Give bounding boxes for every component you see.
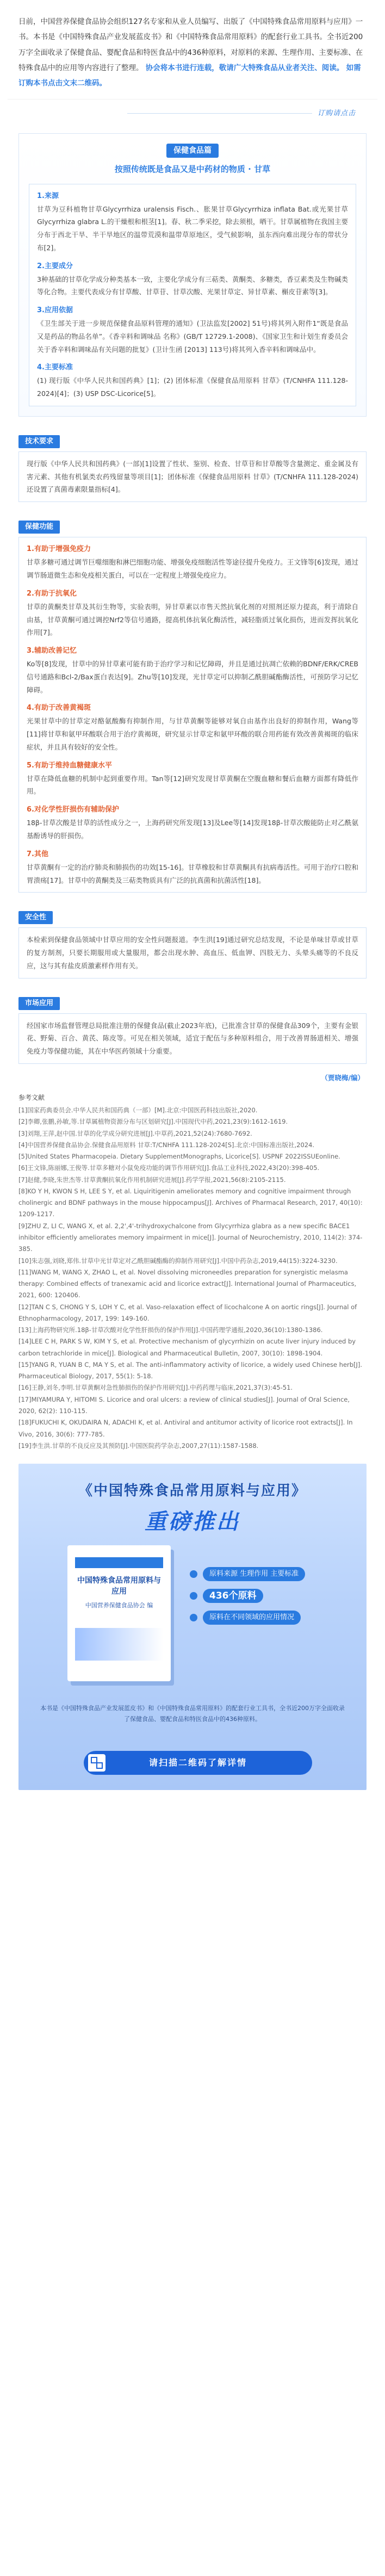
ad-note: 本书是《中国特殊食品产业发展蓝皮书》和《中国特殊食品常用原料》的配套行业工具书，全书近200万字全面收录了保健食品、婴配食品和特医食品中的436种原料。 [40,1705,345,1723]
intro-paragraph [8,0,377,100]
ad-feature-label: 原料在不同领域的应用情况 [203,1611,301,1625]
ad-feature [190,1611,353,1625]
other-text: 甘草黄酮有一定的治疗肺炎和肺损伤的功效[15-16]。甘草橡胶和甘草黄酮具有抗病毒活性。可用于治疗口腔和胃溃疡[17]。甘草中的黄酮类及三萜类物质具有广泛的抗真菌和抗菌活性[18]。 [27,863,358,884]
subscribe-divider [127,113,312,114]
reference-item: [17]MIYAMURA Y, HITOMI S. Licorice and oral ulcers: a review of clinical studies[J]. Journal of Oral Science, 2020, 62(2): 110-115. [18,1395,350,1415]
immunity-heading: 1.有助于增强免疫力 [27,545,91,554]
ad-feature [190,1589,353,1603]
reference-item: [15]YANG R, YUAN B C, MA Y S, et al. The anti-inflammatory activity of licorice, a widely used Chinese herb[J]. Pharmaceutical Biology, 2017, 55(1): 5-18. [18,1360,363,1380]
melasma-heading: 4.有助于改善黄褐斑 [27,704,91,713]
order-link-text[interactable]: 如需订购本书点击文末二维码。 [18,64,361,88]
components-heading: 2.主要成分 [37,262,73,270]
safety-heading: 安全性 [18,911,53,924]
reference-item: [9]ZHU Z, LI C, WANG X, et al. 2,2',4'-trihydroxychalcone from Glycyrrhiza glabra as a new specific BACE1 inhibitor efficiently ameliorates memory impairment in mice[J]. Journal of Neurochemistry, 2010, 114(2): 374-385. [18,1222,363,1253]
liver-heading: 6.对化学性肝损伤有辅助保护 [27,806,119,814]
article-title: 按照传统既是食品又是中药材的物质 · 甘草 [114,164,271,174]
antioxidant-text: 甘草的黄酮类甘草及其衍生物等，实验表明，异甘草素以市售天然抗氧化剂的对照剂还原力提高，利于清除自由基，甘草黄酮可通过调控Nrf2等信号通路，提高机体抗氧化酶活性，减轻脂质过氧化损伤，进而发挥抗氧化作用[7]。 [27,602,358,637]
standards-heading: 4.主要标准 [37,363,73,372]
author-credit: （贾晓梅/编） [321,1073,364,1082]
intro-highlight: 协会将本书进行连载，敬请广大特殊食品从业者关注、阅读。 [145,64,344,73]
ad-feature [190,1567,353,1581]
category-tag: 保健食品篇 [166,144,219,158]
melasma-text: 光果甘草中的甘草定对酪氨酸酶有抑制作用，与甘草黄酮等能够对氧自由基作出良好的抑制作用，Wang等[11]将甘草和氨甲环酸联合用于治疗黄褐斑，研究显示甘草定和氨甲环酸的联合用药能有效改善黄褐斑的临床症状，并且具有较好的安全性。 [27,717,358,751]
memory-text: Ko等[8]发现，甘草中的异甘草素可能有助于治疗学习和记忆障碍，并且是通过抗凋亡依赖的BDNF/ERK/CREB信号通路和Bcl-2/Bax蛋白表达[9]。Zhu等[10]发现，光甘草定可以抑制乙酰胆碱酯酶活性，可预防学习记忆障碍。 [27,660,358,694]
market-text: 经国家市场监督管理总局批准注册的保健食品(截止2023年底)，已批准含甘草的保健食品309个，主要有金银花、野菊、百合、黄芪、陈皮等。可见在相关领域，适宜于配伍与多种原料组合，用于改善胃肠道相关、增强免疫力等保健功能，其在中华医药领域十分重要。 [27,1021,358,1056]
reference-item: [1]国家药典委员会.中华人民共和国药典（一部）[M].北京:中国医药科技出版社,2020. [18,1106,258,1114]
tech-text: 现行版《中华人民共和国药典》(一部)[1]设置了性状、鉴别、检查、甘草苷和甘草酸等含量测定、重金属及有害元素、其他有机氯类农药残留量等项目[1]；团体标准《保健食品用原料 甘草》(T/CNHFA 111.128-2024)还设置了真菌毒素限量指标[4]。 [27,459,358,494]
function-section [18,512,367,893]
book-cover-band [75,1557,163,1568]
bullet-icon [190,1570,197,1578]
reference-item: [2]李卿,张鹏,孙敏,等.甘草属植物资源分布与区划研究[J].中国现代中药,2021,23(9):1612-1619. [18,1118,288,1126]
antioxidant-heading: 2.有助于抗氧化 [27,589,77,598]
book-cover-image [67,1545,171,1681]
tech-card [18,451,367,502]
tech-section [18,426,367,502]
reference-item: [13]上海药物研究所.18β-甘草次酸对化学性肝损伤的保护作用[J].中国药理学通报,2020,36(10):1380-1386. [18,1326,323,1334]
reference-item: [7]赵健,李晓,朱世杰等.甘草黄酮抗氧化作用机制研究进展[J].药学学报,2021,56(8):2105-2115. [18,1175,286,1184]
function-card [18,537,367,893]
reference-item: [14]LEE C H, PARK S W, KIM Y S, et al. Protective mechanism of glycyrrhizin on acute liver injury induced by carbon tetrachloride in mice[J]. Biological and Pharmaceutical Bulletin, 2007, 30(10): 1898-1904. [18,1337,356,1357]
basis-text: 《卫生部关于进一步规范保健食品原料管理的通知》(卫法监发[2002] 51号)将其列入附件1“既是食品又是药品的物品名单”。《香辛料和调味品 名称》(GB/T 12729.1-2008)、《国家卫生和计划生育委员会关于香辛料和调味品有关问题的批复》(卫计生函 [2013] 113号)将其列入香辛料和调味品中。 [37,319,348,354]
components-text: 3种基础的甘草化学成分种类基本一致，主要化学成分有三萜类、黄酮类、多糖类，香豆素类及生物碱类等化合物。主要代表成分有甘草酸、甘草苷、甘草次酸、光果甘草定、异甘草素、槲皮苷素等[3]。 [37,275,348,296]
reference-item: [6]王文锋,陈丽娜,王俊等.甘草多糖对小鼠免疫功能的调节作用研究[J].食品工业科技,2022,43(20):398-405. [18,1164,320,1172]
reference-item: [19]李生洪.甘草的不良反应及其预防[J].中国医院药学杂志,2007,27(11):1587-1588. [18,1441,259,1450]
liver-text: 18β-甘草次酸是甘草的活性成分之一，上海药研究所发现[13]及Lee等[14]发现18β-甘草次酸能防止对乙酰氨基酚诱导的肝损伤。 [27,819,358,840]
safety-text: 本检索到保健食品领域中甘草应用的安全性问题报道。李生洪[19]通过研究总结发现，不论是单味甘草或甘草的复方制剂，只要长期服用或大量服用，都会出现水肿、高血压、低血钾、四肢无力、头晕头痛等的不良反应，这与其有盐皮质激素样作用有关。 [27,936,358,970]
bullet-icon [190,1592,197,1600]
basis-heading: 3.应用依据 [37,306,73,315]
reference-item: [8]KO Y H, KWON S H, LEE S Y, et al. Liquiritigenin ameliorates memory and cognitive impairment through cholinergic and BDNF pathways in the mouse hippocampus[J]. Archives of Pharmacal Research, 2017, 40(10): 1209-1217. [18,1187,363,1218]
market-section [18,988,367,1064]
source-heading: 1.来源 [37,191,59,200]
reference-item: [16]王静,刘冬,李明.甘草黄酮对急性肺损伤的保护作用研究[J].中药药理与临床,2021,37(3):45-51. [18,1384,293,1392]
qr-button[interactable]: 请扫描二维码了解详情 [84,1751,312,1775]
book-cover-graphic [75,1628,163,1661]
ad-feature-label: 原料来源 生理作用 主要标准 [203,1567,305,1581]
standards-text: (1) 现行版《中华人民共和国药典》[1]；(2) 团体标准《保健食品用原料 甘草》(T/CNHFA 111.128-2024)[4]；(3) USP DSC-Licorice[5]。 [37,376,348,398]
references [18,1092,367,1452]
subscribe-bar [8,100,377,126]
immunity-text: 甘草多糖可通过调节巨噬细胞和淋巴细胞功能、增强免疫细胞活性等途径提升免疫力。王文锋等[6]发现，通过调节肠道微生态和免疫相关蛋白，可以在一定程度上增强免疫应力。 [27,558,358,579]
other-heading: 7.其他 [27,850,48,858]
reference-item: [11]WANG M, WANG X, ZHAO L, et al. Novel dissolving microneedles preparation for synergistic melasma therapy: Combined effects of tranexamic acid and licorice extract[J]. International Journal of Pharmaceutics, 2021, 600: 120406. [18,1268,357,1299]
source-text: 甘草为豆科植物甘草Glycyrrhiza uralensis Fisch.、胀果甘草Glycyrrhiza inflata Bat.或光果甘草Glycyrrhiza glabra L.的干燥根和根茎[1]。春、秋二季采挖，除去须根，晒干。甘草属植物在我国主要分布于西北干旱、半干旱地区的温带荒漠和温带草原地区，受气候影响，虽东西向难出现分布的带状分布[2]。 [37,205,348,252]
reference-item: [10]朱志强,刘晓,郑伟.甘草中光甘草定对乙酰胆碱酯酶的抑制作用研究[J].中国中药杂志,2019,44(15):3224-3230. [18,1256,338,1265]
source-card [29,184,356,406]
reference-item: [18]FUKUCHI K, OKUDAIRA N, ADACHI K, et al. Antiviral and antitumor activity of licorice root extracts[J]. In Vivo, 2016, 30(6): 777-785. [18,1419,353,1438]
qr-code-icon [88,1754,105,1772]
book-cover-title: 中国特殊食品常用原料与应用 [77,1576,161,1596]
subscribe-link[interactable]: 订购请点击 [317,109,356,117]
intro-text: 日前，中国营养保健食品协会组织127名专家和从业人员编写、出版了《中国特殊食品常用原料与应用》一书。本书是《中国特殊食品产业发展蓝皮书》和《中国特殊食品常用原料》的配套行业工具书。全书近200万字全面收录了保健食品、婴配食品和特医食品中的436种原料，对原料的来源、生理作用、主要标准、在特殊食品中的应用等内容进行了整理。 [18,17,363,73]
reference-item: [12]TAN C S, CHONG Y S, LOH Y C, et al. Vaso-relaxation effect of licochalcone A on aortic rings[J]. Journal of Ethnopharmacology, 2017, 199: 149-160. [18,1303,357,1322]
ad-features [190,1567,353,1632]
book-cover-publisher: 中国营养保健食品协会 编 [85,1602,153,1609]
market-card [18,1013,367,1064]
tech-heading: 技术要求 [18,435,60,448]
reference-item: [4]中国营养保健食品协会.保健食品用原料 甘草:T/CNHFA 111.128-2024[S].北京:中国标准出版社,2024. [18,1141,315,1149]
references-title: 参考文献 [18,1093,45,1101]
blood-sugar-heading: 5.有助于维持血糖健康水平 [27,761,112,770]
reference-item: [3]刘翔,王萍,赵中国.甘草的化学成分研究进展[J].中草药,2021,52(24):7680-7692. [18,1129,252,1137]
safety-section [18,902,367,978]
book-ad-banner[interactable] [18,1464,367,1790]
ad-subtitle: 重磅推出 [145,1509,240,1535]
market-heading: 市场应用 [18,997,60,1010]
ad-feature-label: 436个原料 [203,1589,263,1603]
ad-title: 《中国特殊食品常用原料与应用》 [78,1483,307,1500]
reference-item: [5]United States Pharmacopeia. Dietary SupplementMonographs, Licorice[S]. USPNF 2022ISSUEonline. [18,1153,340,1161]
memory-heading: 3.辅助改善记忆 [27,647,77,655]
function-heading: 保健功能 [18,521,60,534]
safety-card [18,927,367,978]
article-title-box [18,133,367,417]
blood-sugar-text: 甘草在降低血糖的机制中起到重要作用。Tan等[12]研究发现甘草黄酮在空腹血糖和餐后血糖方面都有降低作用。 [27,774,358,796]
bullet-icon [190,1614,197,1621]
